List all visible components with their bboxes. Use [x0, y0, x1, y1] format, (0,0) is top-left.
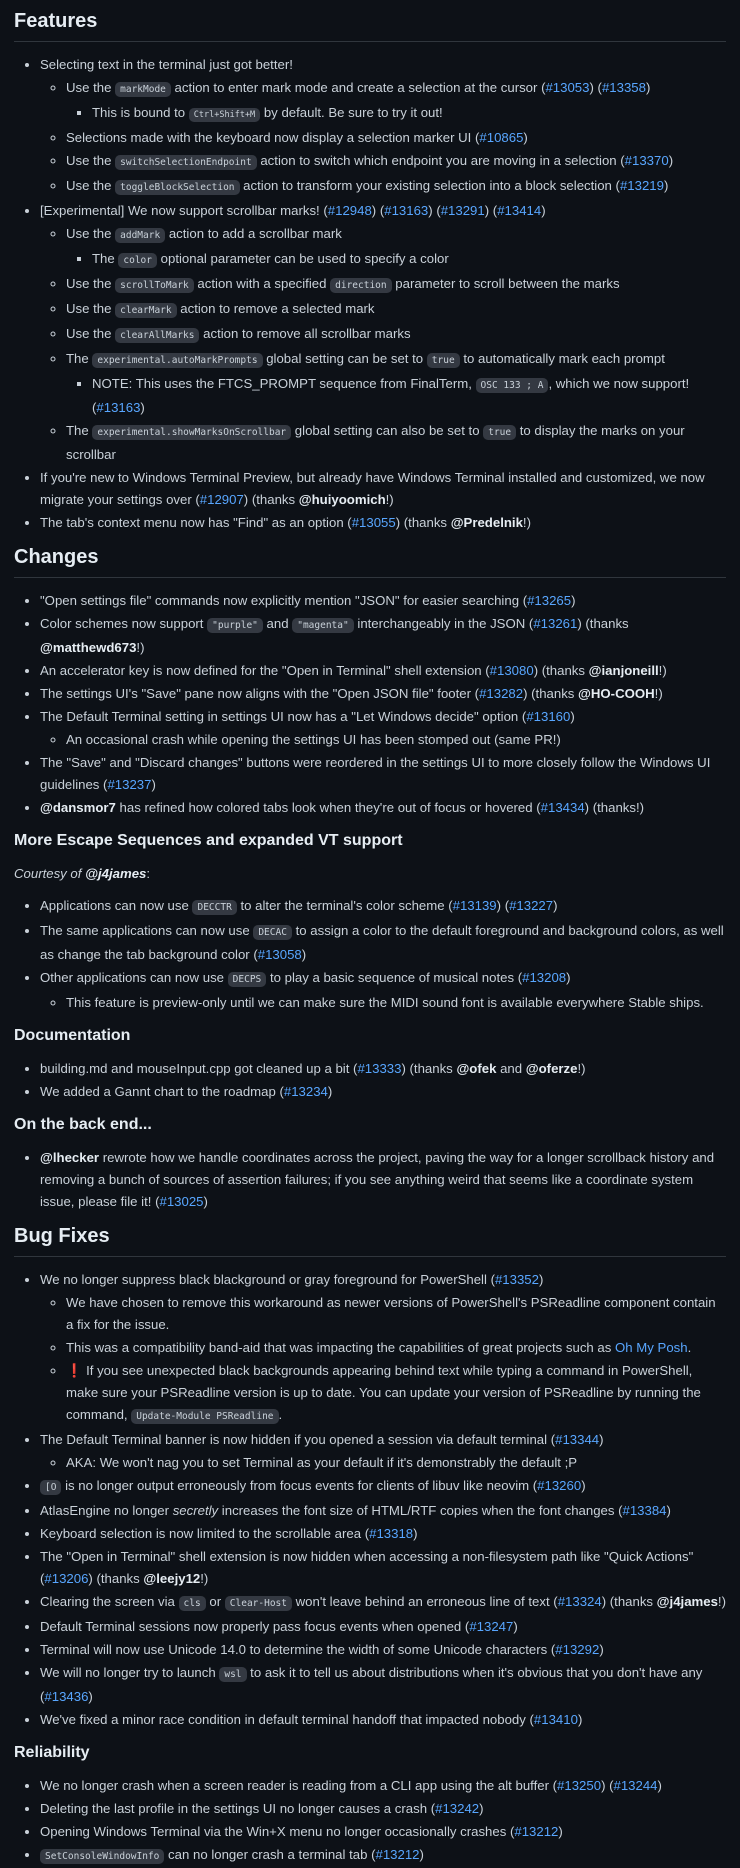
code-span: color	[118, 253, 157, 268]
courtesy-line: Courtesy of @j4james:	[14, 866, 151, 881]
changes-list	[14, 590, 726, 819]
list-item: ◦ Use the switchSelectionEndpoint action to switch which endpoint you are moving in a selection (#13370)	[66, 150, 726, 174]
issue-link[interactable]: #13053	[545, 80, 590, 95]
code-span: addMark	[115, 228, 165, 243]
issue-link[interactable]: #13237	[107, 777, 152, 792]
reliability-list	[14, 1775, 726, 1868]
issue-link[interactable]: #13139	[452, 898, 497, 913]
list-item: • The Default Terminal setting in settings UI now has a "Let Windows decide" option (#13160) ◦ An occasional crash while opening the settings UI has been stomped out (same PR!)	[40, 706, 726, 751]
bugfixes-list	[14, 1269, 726, 1731]
list-item: • Selecting text in the terminal just got better! ◦ Use the markMode action to enter mark mode and create a selection at the cursor (#13053) (#13358) ▪ This is bound to Ctrl+Shift+M by default. Be sure to try it out! ◦ Selections made with the keyboard now display a selection marker UI (#10865) ◦ Use the switchSelectionEndpoint action to switch which endpoint you are moving in a selection (#13370) ◦ Use the toggleBlockSelection action to transform your existing selection into a block selection (#13219)	[40, 54, 726, 199]
code-span: Update-Module PSReadline	[131, 1409, 278, 1424]
list-item: • Deleting the last profile in the settings UI no longer causes a crash (#13242)	[40, 1798, 726, 1820]
list-item: • Terminal will now use Unicode 14.0 to determine the width of some Unicode characters (#13292)	[40, 1639, 726, 1661]
docs-list	[14, 1058, 726, 1103]
list-item: • We added a Gannt chart to the roadmap (#13234)	[40, 1081, 726, 1103]
list-item: • If you're new to Windows Terminal Preview, but already have Windows Terminal installed and customized, we now migrate your settings over (#12907) (thanks @huiyoomich!)	[40, 467, 726, 511]
list-item: • Clearing the screen via cls or Clear-Host won't leave behind an erroneous line of text (#13324) (thanks @j4james!)	[40, 1591, 726, 1615]
list-item: • We no longer crash when a screen reader is reading from a CLI app using the alt buffer (#13250) (#13244)	[40, 1775, 726, 1797]
issue-link[interactable]: #13370	[624, 153, 669, 168]
features-heading: Features	[14, 8, 726, 42]
escape-list	[14, 895, 726, 1014]
code-span: true	[427, 353, 460, 368]
issue-link[interactable]: #12907	[199, 492, 244, 507]
features-list	[14, 54, 726, 534]
list-item: ◦ Use the markMode action to enter mark mode and create a selection at the cursor (#13053) (#13358) ▪ This is bound to Ctrl+Shift+M by default. Be sure to try it out!	[66, 77, 726, 126]
list-item: ◦ Use the clearMark action to remove a selected mark	[66, 298, 726, 322]
issue-link[interactable]: #13436	[44, 1689, 89, 1704]
changes-heading: Changes	[14, 544, 726, 578]
list-item: ◦ This was a compatibility band-aid that was impacting the capabilities of great projects such as Oh My Posh.	[66, 1337, 726, 1359]
list-item: ◦ This feature is preview-only until we can make sure the MIDI sound font is available everywhere Stable ships.	[66, 992, 726, 1014]
user-mention[interactable]: @j4james	[85, 866, 147, 881]
code-span: DECPS	[228, 972, 267, 987]
issue-link[interactable]: #13291	[440, 203, 485, 218]
list-item: ◦ Use the addMark action to add a scrollbar mark ▪ The color optional parameter can be used to specify a color	[66, 223, 726, 272]
list-item: • The "Save" and "Discard changes" buttons were reordered in the settings UI to more closely follow the Windows UI guidelines (#13237)	[40, 752, 726, 796]
list-item: ◦ We have chosen to remove this workaround as newer versions of PowerShell's PSReadline component contain a fix for the issue.	[66, 1292, 726, 1336]
issue-link[interactable]: #13260	[537, 1478, 582, 1493]
user-mention[interactable]: @Predelnik	[450, 515, 523, 530]
list-item: • The same applications can now use DECAC to assign a color to the default foreground and background colors, as well as change the tab background color (#13058)	[40, 920, 726, 966]
issue-link[interactable]: #13160	[526, 709, 571, 724]
issue-link[interactable]: #13058	[257, 947, 302, 962]
issue-link[interactable]: #13324	[557, 1594, 602, 1609]
escape-heading: More Escape Sequences and expanded VT support	[14, 832, 403, 849]
code-span: cls	[179, 1596, 206, 1611]
list-item: ◦ AKA: We won't nag you to set Terminal as your default if it's demonstrably the default ;P	[66, 1452, 726, 1474]
backend-heading: On the back end...	[14, 1116, 152, 1133]
list-item: • @dansmor7 has refined how colored tabs look when they're out of focus or hovered (#13434) (thanks!)	[40, 797, 726, 819]
issue-link[interactable]: #13163	[384, 203, 429, 218]
user-mention[interactable]: @matthewd673	[40, 640, 137, 655]
issue-link[interactable]: #13163	[96, 400, 141, 415]
list-item: • Applications can now use DECCTR to alter the terminal's color scheme (#13139) (#13227)	[40, 895, 726, 919]
list-item: • We've fixed a minor race condition in default terminal handoff that impacted nobody (#13410)	[40, 1709, 726, 1731]
list-item: • Opening Windows Terminal via the Win+X menu no longer occasionally crashes (#13212)	[40, 1821, 726, 1843]
list-item: • Other applications can now use DECPS to play a basic sequence of musical notes (#13208) ◦ This feature is preview-only until we can make sure the MIDI sound font is available everywhere Stable ships.	[40, 967, 726, 1014]
issue-link[interactable]: #13244	[613, 1778, 658, 1793]
user-mention[interactable]: @ianjoneill	[588, 663, 659, 678]
user-mention[interactable]: @HO-COOH	[578, 686, 655, 701]
issue-link[interactable]: #13212	[375, 1847, 420, 1862]
code-span: clearAllMarks	[115, 328, 199, 343]
code-span: "purple"	[207, 618, 263, 633]
issue-link[interactable]: #13080	[489, 663, 534, 678]
list-item: • We no longer suppress black blackground or gray foreground for PowerShell (#13352) ◦ We have chosen to remove this workaround as newer versions of PowerShell's PSReadline component contain a fix for the issue. ◦ This was a compatibility band-aid that was impacting the capabilities of great projects such as Oh My Posh. ◦ ❗ If you see unexpected black backgrounds appearing behind text while typing a command in PowerShell, make sure your PSReadline version is up to date. You can update your version of PSReadline by running the command, Update-Module PSReadline .	[40, 1269, 726, 1428]
list-item: ◦ ❗ If you see unexpected black backgrounds appearing behind text while typing a command in PowerShell, make sure your PSReadline version is up to date. You can update your version of PSReadline by running the command, Update-Module PSReadline .	[66, 1360, 726, 1428]
issue-link[interactable]: #13206	[44, 1571, 89, 1586]
user-mention[interactable]: @j4james	[656, 1594, 718, 1609]
code-span: "magenta"	[292, 618, 353, 633]
issue-link[interactable]: #13344	[555, 1432, 600, 1447]
list-item: • [O is no longer output erroneously from focus events for clients of libuv like neovim (#13260)	[40, 1475, 726, 1499]
issue-link[interactable]: #13250	[557, 1778, 602, 1793]
list-item: ◦ The experimental.showMarksOnScrollbar global setting can also be set to true to display the marks on your scrollbar	[66, 420, 726, 466]
issue-link[interactable]: #13384	[622, 1503, 667, 1518]
issue-link[interactable]: #13219	[619, 178, 664, 193]
issue-link[interactable]: #13434	[540, 800, 585, 815]
code-span: DECAC	[253, 925, 292, 940]
bugfixes-heading: Bug Fixes	[14, 1223, 726, 1257]
issue-link[interactable]: #13242	[435, 1801, 480, 1816]
user-mention[interactable]: @dansmor7	[40, 800, 116, 815]
code-span: [O	[40, 1480, 61, 1495]
list-item: ▪ NOTE: This uses the FTCS_PROMPT sequence from FinalTerm, OSC 133 ; A , which we now support! (#13163)	[92, 373, 726, 419]
issue-link[interactable]: #13055	[351, 515, 396, 530]
code-span: OSC 133 ; A	[476, 378, 549, 393]
issue-link[interactable]: #13282	[479, 686, 524, 701]
list-item: • Color schemes now support "purple" and "magenta" interchangeably in the JSON (#13261) (thanks @matthewd673!)	[40, 613, 726, 659]
issue-link[interactable]: #13410	[533, 1712, 578, 1727]
list-item: ▪ The color optional parameter can be used to specify a color	[92, 248, 726, 272]
list-item: • An accelerator key is now defined for the "Open in Terminal" shell extension (#13080) (thanks @ianjoneill!)	[40, 660, 726, 682]
code-span: toggleBlockSelection	[115, 180, 239, 195]
list-item: ◦ Use the toggleBlockSelection action to transform your existing selection into a block selection (#13219)	[66, 175, 726, 199]
list-item: • The settings UI's "Save" pane now aligns with the "Open JSON file" footer (#13282) (thanks @HO-COOH!)	[40, 683, 726, 705]
issue-link[interactable]: #10865	[479, 130, 524, 145]
code-span: experimental.autoMarkPrompts	[92, 353, 262, 368]
issue-link[interactable]: #13265	[527, 593, 572, 608]
code-span: true	[483, 425, 516, 440]
list-item: ◦ Selections made with the keyboard now display a selection marker UI (#10865)	[66, 127, 726, 149]
code-span: DECCTR	[192, 900, 236, 915]
issue-link[interactable]: #12948	[327, 203, 372, 218]
list-item: • Keyboard selection is now limited to the scrollable area (#13318)	[40, 1523, 726, 1545]
code-span: markMode	[115, 82, 171, 97]
issue-link[interactable]: #13358	[601, 80, 646, 95]
backend-list	[14, 1147, 726, 1213]
user-mention[interactable]: @leejy12	[143, 1571, 201, 1586]
issue-link[interactable]: #13247	[469, 1619, 514, 1634]
issue-link[interactable]: #13234	[283, 1084, 328, 1099]
code-span: Clear-Host	[225, 1596, 292, 1611]
list-item: ◦ An occasional crash while opening the settings UI has been stomped out (same PR!)	[66, 729, 726, 751]
list-item: • The tab's context menu now has "Find" as an option (#13055) (thanks @Predelnik!)	[40, 512, 726, 534]
user-mention[interactable]: @ofek	[456, 1061, 497, 1076]
issue-link[interactable]: #13212	[514, 1824, 559, 1839]
user-mention[interactable]: @lhecker	[40, 1150, 100, 1165]
code-span: scrollToMark	[115, 278, 194, 293]
code-span: clearMark	[115, 303, 176, 318]
list-item: ◦ Use the clearAllMarks action to remove all scrollbar marks	[66, 323, 726, 347]
list-item: • @lhecker rewrote how we handle coordinates across the project, paving the way for a longer scrollback history and removing a bunch of sources of assertion failures; if you see anything weird that seems like a coordinate system issue, please file it! (#13025)	[40, 1147, 726, 1213]
code-span: direction	[330, 278, 391, 293]
issue-link[interactable]: #13208	[522, 970, 567, 985]
reliability-heading: Reliability	[14, 1744, 90, 1761]
list-item: ▪ This is bound to Ctrl+Shift+M by default. Be sure to try it out!	[92, 102, 726, 126]
issue-link[interactable]: #13318	[369, 1526, 414, 1541]
issue-link[interactable]: #13352	[494, 1272, 539, 1287]
list-item: • SetConsoleWindowInfo can no longer crash a terminal tab (#13212)	[40, 1844, 726, 1868]
list-item: • The "Open in Terminal" shell extension is now hidden when accessing a non-filesystem path like "Quick Actions" (#13206) (thanks @leejy12!)	[40, 1546, 726, 1590]
oh-my-posh-link[interactable]: Oh My Posh	[615, 1340, 688, 1355]
code-span: experimental.showMarksOnScrollbar	[92, 425, 291, 440]
list-item: • [Experimental] We now support scrollbar marks! (#12948) (#13163) (#13291) (#13414) ◦ Use the addMark action to add a scrollbar mark ▪ The color optional parameter can be used to specify a color ◦ Use the scrollToMark action with a specified direction parameter to scroll between the marks ◦ Use the clearMark action to remove a selected mark ◦ Use the clearAllMarks action to remove all scrollbar marks ◦ The experimental.autoMarkPrompts global setting can be set to true to automatically mark each prompt ▪ NOTE: This uses the FTCS_PROMPT sequence from FinalTerm, OSC 133 ; A , which we now support! (#13163) ◦ The experimental.showMarksOnScrollbar global setting can also be set to true to display the marks on your scrollbar	[40, 200, 726, 466]
issue-link[interactable]: #13292	[555, 1642, 600, 1657]
list-item: • building.md and mouseInput.cpp got cleaned up a bit (#13333) (thanks @ofek and @oferze!)	[40, 1058, 726, 1080]
user-mention[interactable]: @huiyoomich	[298, 492, 386, 507]
docs-heading: Documentation	[14, 1027, 131, 1044]
issue-link[interactable]: #13025	[159, 1194, 204, 1209]
issue-link[interactable]: #13333	[357, 1061, 402, 1076]
list-item: • We will no longer try to launch wsl to ask it to tell us about distributions when it's obvious that you don't have any (#13436)	[40, 1662, 726, 1708]
list-item: ◦ The experimental.autoMarkPrompts global setting can be set to true to automatically mark each prompt ▪ NOTE: This uses the FTCS_PROMPT sequence from FinalTerm, OSC 133 ; A , which we now support! (#13163)	[66, 348, 726, 419]
list-item: • AtlasEngine no longer secretly increases the font size of HTML/RTF copies when the font changes (#13384)	[40, 1500, 726, 1522]
code-span: SetConsoleWindowInfo	[40, 1849, 164, 1864]
code-span: wsl	[219, 1667, 246, 1682]
list-item: ◦ Use the scrollToMark action with a specified direction parameter to scroll between the marks	[66, 273, 726, 297]
list-item: • Default Terminal sessions now properly pass focus events when opened (#13247)	[40, 1616, 726, 1638]
issue-link[interactable]: #13261	[533, 616, 578, 631]
code-span: switchSelectionEndpoint	[115, 155, 257, 170]
exclamation-icon: ❗	[66, 1363, 83, 1378]
user-mention[interactable]: @oferze	[525, 1061, 578, 1076]
issue-link[interactable]: #13227	[509, 898, 554, 913]
code-span: Ctrl+Shift+M	[189, 108, 260, 122]
list-item: • The Default Terminal banner is now hidden if you opened a session via default terminal (#13344) ◦ AKA: We won't nag you to set Terminal as your default if it's demonstrably the default ;P	[40, 1429, 726, 1474]
issue-link[interactable]: #13414	[497, 203, 542, 218]
list-item: • "Open settings file" commands now explicitly mention "JSON" for easier searching (#13265)	[40, 590, 726, 612]
